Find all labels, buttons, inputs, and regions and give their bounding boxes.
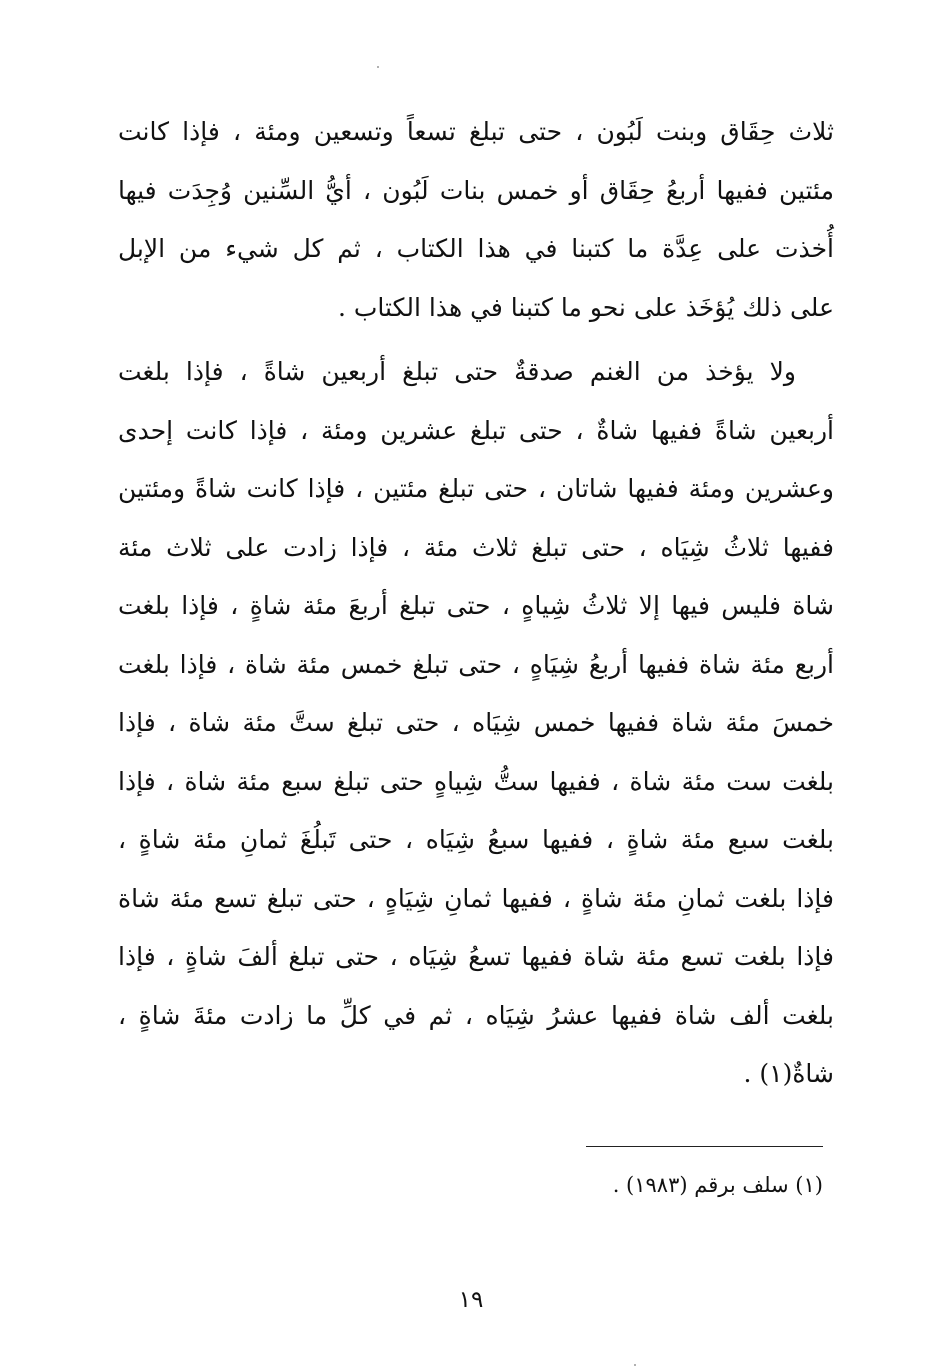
text-line: فإذا بلغت تسع مئة شاة ففيها تسعُ شِيَاه ، حتى تبلغ ألفَ شاةٍ ، فإذا (118, 942, 834, 971)
text-line: أربعين شاةً ففيها شاةٌ ، حتى تبلغ عشرين ومئة ، فإذا كانت إحدى (118, 415, 834, 445)
main-text (118, 103, 834, 1104)
text-line: أربع مئة شاة ففيها أربعُ شِيَاهٍ ، حتى تبلغ خمس مئة شاة ، فإذا بلغت (118, 649, 834, 679)
text-line: شاةٌ(١) . (743, 1059, 834, 1088)
scan-speck (377, 66, 379, 68)
text-line: شاة فليس فيها إلا ثلاثُ شِياهٍ ، حتى تبلغ أربعَ مئة شاةٍ ، فإذا بلغت (118, 591, 834, 620)
text-line: على ذلك يُؤخَذ على نحو ما كتبنا في هذا الكتاب . (337, 292, 834, 322)
text-line: ففيها ثلاثُ شِيَاه ، حتى تبلغ ثلاث مئة ، فإذا زادت على ثلاث مئة (118, 532, 834, 562)
footnote: (١) سلف برقم (١٩٨٣) . (612, 1173, 823, 1197)
scan-speck (634, 1364, 636, 1366)
paragraph-2 (118, 343, 834, 1104)
text-line: خمسَ مئة شاة ففيها خمس شِيَاه ، حتى تبلغ ستَّ مئة شاة ، فإذا (118, 708, 834, 737)
text-line: أُخذت على عِدَّة ما كتبنا في هذا الكتاب ، ثم كل شيء من الإبل (118, 234, 834, 263)
text-line: ثلاث حِقَاق وبنت لَبُون ، حتى تبلغ تسعاً وتسعين ومئة ، فإذا كانت (118, 117, 834, 146)
text-line: وعشرين ومئة ففيها شاتان ، حتى تبلغ مئتين ، فإذا كانت شاةً ومئتين (118, 474, 834, 503)
text-line: فإذا بلغت ثمانِ مئة شاةٍ ، ففيها ثمانِ شِيَاهٍ ، حتى تبلغ تسع مئة شاة (118, 883, 834, 913)
text-line: بلغت ألف شاة ففيها عشرُ شِيَاه ، ثم في كلِّ ما زادت مئةَ شاةٍ ، (118, 1000, 834, 1030)
text-line: بلغت سبع مئة شاةٍ ، ففيها سبعُ شِيَاه ، حتى تَبلُغَ ثمانِ مئة شاةٍ ، (118, 825, 834, 854)
text-line: مئتين ففيها أربعُ حِقَاق أو خمس بنات لَبُون ، أيُّ السِّنين وُجِدَت فيها (118, 175, 834, 205)
footnote-separator (586, 1146, 823, 1147)
text-line: بلغت ست مئة شاة ، ففيها ستُّ شِياهٍ حتى تبلغ سبع مئة شاة ، فإذا (118, 766, 834, 796)
page-number: ١٩ (458, 1287, 484, 1313)
text-line: ولا يؤخذ من الغنم صدقةٌ حتى تبلغ أربعين شاةً ، فإذا بلغت (118, 357, 796, 386)
paragraph-1 (118, 103, 834, 337)
